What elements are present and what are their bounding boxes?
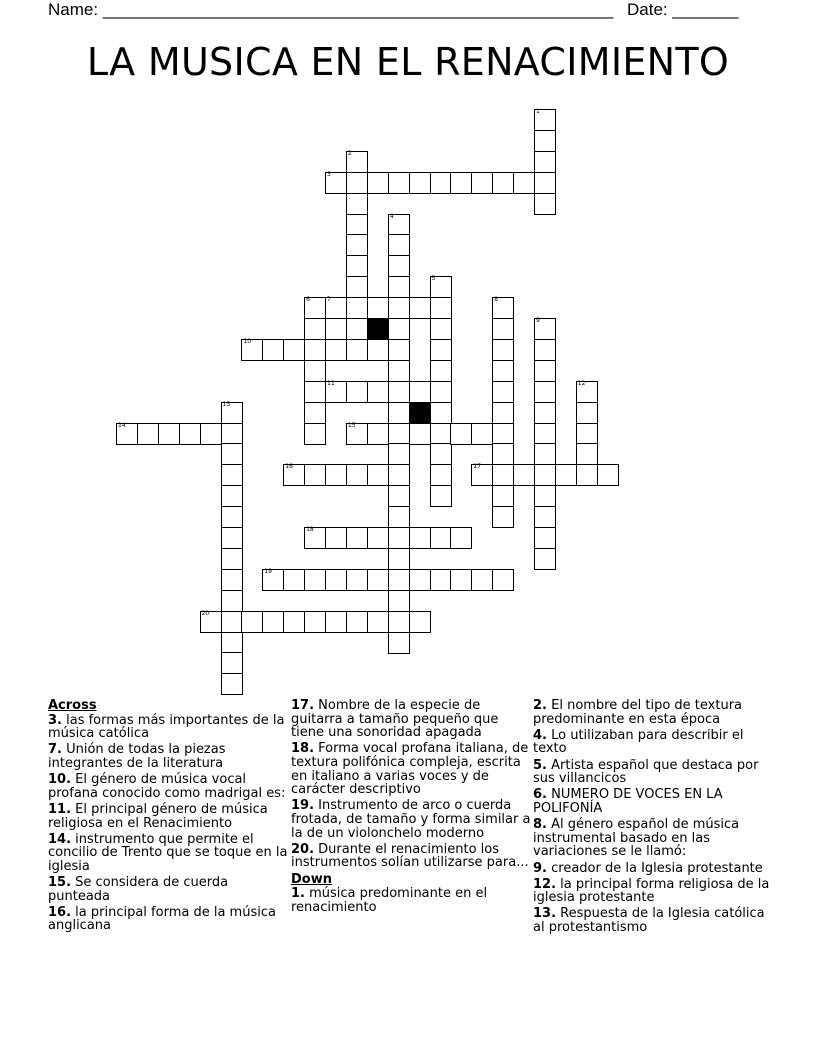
crossword-cell[interactable] xyxy=(430,423,452,445)
cell-number: 14 xyxy=(118,421,126,429)
crossword-cell[interactable] xyxy=(304,611,326,633)
clue-item xyxy=(291,887,531,914)
crossword-cell[interactable] xyxy=(346,381,368,403)
crossword-cell[interactable] xyxy=(388,464,410,486)
crossword-cell[interactable] xyxy=(492,381,514,403)
crossword-cell[interactable] xyxy=(367,569,389,591)
cell-number: 3 xyxy=(327,170,331,178)
crossword-cell[interactable] xyxy=(346,423,368,445)
clue-item xyxy=(533,699,773,726)
crossword-cell[interactable] xyxy=(388,569,410,591)
clue-number: 14. xyxy=(48,831,72,847)
clue-item xyxy=(48,833,288,874)
crossword-cell[interactable] xyxy=(492,297,514,319)
crossword-cell[interactable] xyxy=(534,151,556,173)
cell-number: 20 xyxy=(201,609,210,617)
crossword-cell[interactable] xyxy=(409,569,431,591)
across-clue-list xyxy=(48,714,288,933)
clue-number: 3. xyxy=(48,712,62,728)
crossword-cell[interactable] xyxy=(534,423,556,445)
clue-number: 13. xyxy=(533,906,557,922)
clue-item xyxy=(533,907,773,934)
crossword-cell[interactable] xyxy=(513,172,535,194)
crossword-cell[interactable] xyxy=(492,485,514,507)
crossword-cell[interactable] xyxy=(534,402,556,424)
clue-item xyxy=(533,818,773,859)
crossword-cell[interactable] xyxy=(221,506,243,528)
crossword-cell[interactable] xyxy=(534,193,556,215)
crossword-cell[interactable] xyxy=(179,423,201,445)
clue-item xyxy=(533,759,773,786)
cell-number: 18 xyxy=(306,526,314,533)
crossword-cell[interactable] xyxy=(325,339,347,361)
clue-text: Instrumento de arco o cuerda frotada, de tamaño y forma similar a la de un violonchelo moderno xyxy=(291,798,531,841)
crossword-cell[interactable] xyxy=(471,464,493,486)
clue-text: instrumento que permite el concilio de Trento que se toque en la iglesia xyxy=(48,831,288,874)
cell-number: 9 xyxy=(536,317,540,324)
clue-text: Durante el renacimiento los instrumentos solían utilizarse para... xyxy=(291,841,529,871)
crossword-cell[interactable] xyxy=(492,506,514,528)
crossword-cell[interactable] xyxy=(221,485,243,507)
crossword-cell[interactable] xyxy=(388,443,410,465)
crossword-cell[interactable] xyxy=(221,527,243,549)
crossword-cell[interactable] xyxy=(221,652,243,674)
crossword-cell[interactable] xyxy=(492,172,514,194)
crossword-cell[interactable] xyxy=(221,443,243,465)
crossword-cell[interactable] xyxy=(576,423,598,445)
crossword-cell[interactable] xyxy=(325,611,347,633)
cell-number: 11 xyxy=(327,379,335,387)
crossword-cell[interactable] xyxy=(304,339,326,361)
crossword-cell[interactable] xyxy=(409,297,431,319)
clue-number: 10. xyxy=(48,772,72,788)
clue-number: 20. xyxy=(291,841,315,857)
crossword-cell[interactable] xyxy=(492,402,514,424)
crossword-cell[interactable] xyxy=(367,423,389,445)
crossword-cell[interactable] xyxy=(221,632,243,654)
cell-number: 4 xyxy=(389,212,394,220)
clue-item xyxy=(291,699,531,740)
clue-text: Respuesta de la Iglesia católica al protestantismo xyxy=(533,906,765,936)
clue-number: 4. xyxy=(533,727,547,743)
crossword-cell[interactable] xyxy=(534,339,556,361)
crossword-cell[interactable] xyxy=(513,464,535,486)
crossword-cell[interactable] xyxy=(367,172,389,194)
crossword-cell[interactable] xyxy=(534,485,556,507)
clue-text: la principal forma religiosa de la iglesia protestante xyxy=(533,876,770,906)
cell-number: 13 xyxy=(222,400,231,408)
crossword-cell[interactable] xyxy=(471,172,493,194)
crossword-cell[interactable] xyxy=(283,569,305,591)
crossword-cell[interactable] xyxy=(221,590,243,612)
crossword-cell[interactable] xyxy=(325,569,347,591)
crossword-cell[interactable] xyxy=(367,339,389,361)
crossword-cell[interactable] xyxy=(325,464,347,486)
crossword-cell[interactable] xyxy=(346,339,368,361)
clue-number: 9. xyxy=(533,860,547,876)
clue-item xyxy=(48,773,288,800)
crossword-cell[interactable] xyxy=(409,423,431,445)
crossword-cell[interactable] xyxy=(283,611,305,633)
crossword-cell[interactable] xyxy=(597,464,619,486)
crossword-cell[interactable] xyxy=(430,172,452,194)
down-clue-list xyxy=(533,699,773,935)
crossword-cell[interactable] xyxy=(304,464,326,486)
crossword-cell[interactable] xyxy=(221,611,243,633)
clue-item xyxy=(533,788,773,815)
crossword-cell[interactable] xyxy=(346,214,368,236)
crossword-cell[interactable] xyxy=(430,569,452,591)
crossword-cell[interactable] xyxy=(262,569,284,591)
crossword-cell[interactable] xyxy=(367,527,389,549)
clue-text: Artista español que destaca por sus villancicos xyxy=(533,757,759,787)
crossword-cell[interactable] xyxy=(576,381,598,403)
crossword-cell[interactable] xyxy=(492,360,514,382)
crossword-cell[interactable] xyxy=(221,402,243,424)
crossword-cell[interactable] xyxy=(409,611,431,633)
crossword-cell[interactable] xyxy=(388,506,410,528)
crossword-cell[interactable] xyxy=(346,297,368,319)
clue-item xyxy=(48,803,288,830)
black-square xyxy=(367,318,389,340)
crossword-cell[interactable] xyxy=(388,297,410,319)
cell-number: 12 xyxy=(577,379,586,387)
black-square xyxy=(409,402,431,424)
crossword-cell[interactable] xyxy=(346,611,368,633)
crossword-cell[interactable] xyxy=(241,339,263,361)
crossword-cell[interactable] xyxy=(534,130,556,152)
crossword-cell[interactable] xyxy=(471,569,493,591)
cell-number: 1 xyxy=(536,108,540,115)
crossword-cell[interactable] xyxy=(304,423,326,445)
crossword-cell[interactable] xyxy=(576,402,598,424)
crossword-cell[interactable] xyxy=(388,423,410,445)
clue-number: 17. xyxy=(291,698,315,713)
down-heading: Down xyxy=(291,871,332,887)
crossword-cell[interactable] xyxy=(430,381,452,403)
cell-number: 5 xyxy=(431,275,436,283)
crossword-cell[interactable] xyxy=(450,527,472,549)
clue-number: 7. xyxy=(48,742,62,758)
crossword-cell[interactable] xyxy=(367,611,389,633)
page-title: LA MUSICA EN EL RENACIMIENTO xyxy=(86,40,730,84)
clue-text: El principal género de música religiosa en el Renacimiento xyxy=(48,801,268,831)
crossword-cell[interactable] xyxy=(534,172,556,194)
crossword-cell[interactable] xyxy=(388,527,410,549)
crossword-cell[interactable] xyxy=(367,297,389,319)
crossword-cell[interactable] xyxy=(304,569,326,591)
crossword-cell[interactable] xyxy=(492,443,514,465)
crossword-cell[interactable] xyxy=(325,172,347,194)
clue-number: 19. xyxy=(291,798,315,814)
crossword-cell[interactable] xyxy=(346,193,368,215)
crossword-cell[interactable] xyxy=(388,632,410,654)
crossword-cell[interactable] xyxy=(304,360,326,382)
crossword-cell[interactable] xyxy=(388,172,410,194)
crossword-cell[interactable] xyxy=(283,464,305,486)
crossword-cell[interactable] xyxy=(304,297,326,319)
crossword-cell[interactable] xyxy=(388,214,410,236)
crossword-cell[interactable] xyxy=(346,276,368,298)
clue-text: NUMERO DE VOCES EN LA POLIFONÍA xyxy=(533,787,723,816)
cell-number: 7 xyxy=(327,296,331,304)
crossword-cell[interactable] xyxy=(262,611,284,633)
crossword-cell[interactable] xyxy=(200,423,222,445)
clue-text: Lo utilizaban para describir el texto xyxy=(533,727,744,757)
clue-item xyxy=(533,862,773,876)
crossword-cell[interactable] xyxy=(304,318,326,340)
crossword-cell[interactable] xyxy=(430,402,452,424)
crossword-cell[interactable] xyxy=(388,381,410,403)
clue-number: 6. xyxy=(533,787,547,803)
crossword-cell[interactable] xyxy=(471,423,493,445)
crossword-cell[interactable] xyxy=(325,527,347,549)
crossword-cell[interactable] xyxy=(221,423,243,445)
clue-item xyxy=(48,876,288,903)
crossword-cell[interactable] xyxy=(492,339,514,361)
crossword-cell[interactable] xyxy=(492,318,514,340)
crossword-cell[interactable] xyxy=(450,172,472,194)
crossword-cell[interactable] xyxy=(241,611,263,633)
clue-number: 1. xyxy=(291,886,305,902)
clue-item xyxy=(533,878,773,905)
crossword-cell[interactable] xyxy=(534,506,556,528)
clue-item xyxy=(533,729,773,756)
clue-text: las formas más importantes de la música católica xyxy=(48,712,285,742)
crossword-cell[interactable] xyxy=(304,527,326,549)
crossword-cell[interactable] xyxy=(346,318,368,340)
crossword-cell[interactable] xyxy=(534,360,556,382)
crossword-cell[interactable] xyxy=(534,381,556,403)
crossword-cell[interactable] xyxy=(555,464,577,486)
clue-text: Nombre de la especie de guitarra a tamaño pequeño que tiene una sonoridad apagada xyxy=(291,698,499,741)
crossword-cell[interactable] xyxy=(346,569,368,591)
crossword-cell[interactable] xyxy=(430,360,452,382)
crossword-cell[interactable] xyxy=(450,569,472,591)
crossword-cell[interactable] xyxy=(388,276,410,298)
clue-item xyxy=(48,743,288,770)
crossword-cell[interactable] xyxy=(534,109,556,131)
crossword-cell[interactable] xyxy=(450,423,472,445)
crossword-cell[interactable] xyxy=(409,381,431,403)
crossword-cell[interactable] xyxy=(492,569,514,591)
crossword-cell[interactable] xyxy=(388,339,410,361)
clues-column-3 xyxy=(533,699,773,937)
crossword-cell[interactable] xyxy=(388,590,410,612)
crossword-cell[interactable] xyxy=(346,151,368,173)
crossword-cell[interactable] xyxy=(346,234,368,256)
crossword-cell[interactable] xyxy=(534,318,556,340)
crossword-cell[interactable] xyxy=(200,611,222,633)
crossword-cell[interactable] xyxy=(492,464,514,486)
clue-item xyxy=(291,799,531,840)
crossword-cell[interactable] xyxy=(430,464,452,486)
crossword-cell[interactable] xyxy=(388,318,410,340)
clue-number: 16. xyxy=(48,904,72,920)
down-clue-list xyxy=(291,887,531,914)
crossword-cell[interactable] xyxy=(367,381,389,403)
crossword-cell[interactable] xyxy=(409,172,431,194)
crossword-cell[interactable] xyxy=(388,548,410,570)
clue-item xyxy=(291,843,531,870)
crossword-cell[interactable] xyxy=(388,255,410,277)
crossword-cell[interactable] xyxy=(430,339,452,361)
clue-number: 8. xyxy=(533,817,547,833)
crossword-cell[interactable] xyxy=(346,464,368,486)
crossword-cell[interactable] xyxy=(576,443,598,465)
crossword-cell[interactable] xyxy=(262,339,284,361)
clue-number: 11. xyxy=(48,801,72,817)
clue-item xyxy=(48,906,288,933)
crossword-cell[interactable] xyxy=(325,381,347,403)
date-field-label: Date: _______ xyxy=(627,0,739,19)
clue-text: música predominante en el renacimiento xyxy=(291,886,488,915)
crossword-cell[interactable] xyxy=(388,234,410,256)
crossword-cell[interactable] xyxy=(116,423,138,445)
clue-number: 15. xyxy=(48,875,72,891)
clue-text: Al género español de música instrumental basado en las variaciones se le llamó: xyxy=(533,817,740,860)
across-clue-list xyxy=(291,699,531,870)
cell-number: 6 xyxy=(306,296,310,304)
cell-number: 10 xyxy=(243,337,252,345)
crossword-cell[interactable] xyxy=(492,423,514,445)
across-heading: Across xyxy=(48,698,97,713)
crossword-cell[interactable] xyxy=(388,402,410,424)
crossword-cell[interactable] xyxy=(221,548,243,570)
crossword-cell[interactable] xyxy=(409,527,431,549)
clue-item xyxy=(48,714,288,741)
clue-text: Forma vocal profana italiana, de textura polifónica compleja, escrita en italiano a varias voces y de carácter descriptivo xyxy=(291,741,529,798)
crossword-cell[interactable] xyxy=(325,297,347,319)
cell-number: 8 xyxy=(494,296,499,304)
crossword-cell[interactable] xyxy=(158,423,180,445)
crossword-cell[interactable] xyxy=(283,339,305,361)
crossword-cell[interactable] xyxy=(367,464,389,486)
clues-column-2 xyxy=(291,699,531,917)
crossword-cell[interactable] xyxy=(534,464,556,486)
crossword-cell[interactable] xyxy=(430,276,452,298)
crossword-cell[interactable] xyxy=(304,402,326,424)
cell-number: 15 xyxy=(347,421,356,429)
clue-number: 5. xyxy=(533,757,547,773)
crossword-cell[interactable] xyxy=(534,527,556,549)
clue-number: 18. xyxy=(291,741,315,757)
cell-number: 16 xyxy=(285,463,293,471)
crossword-cell[interactable] xyxy=(534,548,556,570)
clue-text: creador de la Iglesia protestante xyxy=(546,860,763,876)
clue-text: El nombre del tipo de textura predominante en esta época xyxy=(533,698,743,727)
crossword-cell[interactable] xyxy=(304,381,326,403)
clue-number: 12. xyxy=(533,876,557,892)
clue-text: El género de música vocal profana conocido como madrigal es: xyxy=(48,772,286,801)
clue-item xyxy=(291,742,531,796)
crossword-cell[interactable] xyxy=(346,527,368,549)
crossword-cell[interactable] xyxy=(137,423,159,445)
clue-text: la principal forma de la música anglicana xyxy=(48,904,276,934)
crossword-cell[interactable] xyxy=(534,443,556,465)
crossword-cell[interactable] xyxy=(430,527,452,549)
crossword-cell[interactable] xyxy=(388,360,410,382)
crossword-cell[interactable] xyxy=(221,569,243,591)
clues-column-1 xyxy=(48,699,288,936)
cell-number: 17 xyxy=(473,463,481,471)
crossword-cell[interactable] xyxy=(576,464,598,486)
name-field-label: Name: ______________________________________________________ xyxy=(48,0,614,19)
crossword-cell[interactable] xyxy=(388,611,410,633)
crossword-cell[interactable] xyxy=(221,464,243,486)
cell-number: 2 xyxy=(347,149,352,157)
crossword-cell[interactable] xyxy=(430,443,452,465)
clue-text: Se considera de cuerda punteada xyxy=(48,875,229,904)
clue-number: 2. xyxy=(533,698,547,713)
crossword-cell[interactable] xyxy=(430,297,452,319)
crossword-cell[interactable] xyxy=(346,172,368,194)
cell-number: 19 xyxy=(264,567,272,575)
crossword-cell[interactable] xyxy=(346,255,368,277)
crossword-cell[interactable] xyxy=(221,673,243,695)
crossword-cell[interactable] xyxy=(388,485,410,507)
clue-text: Unión de todas la piezas integrantes de la literatura xyxy=(48,742,226,771)
crossword-cell[interactable] xyxy=(430,318,452,340)
crossword-cell[interactable] xyxy=(430,485,452,507)
